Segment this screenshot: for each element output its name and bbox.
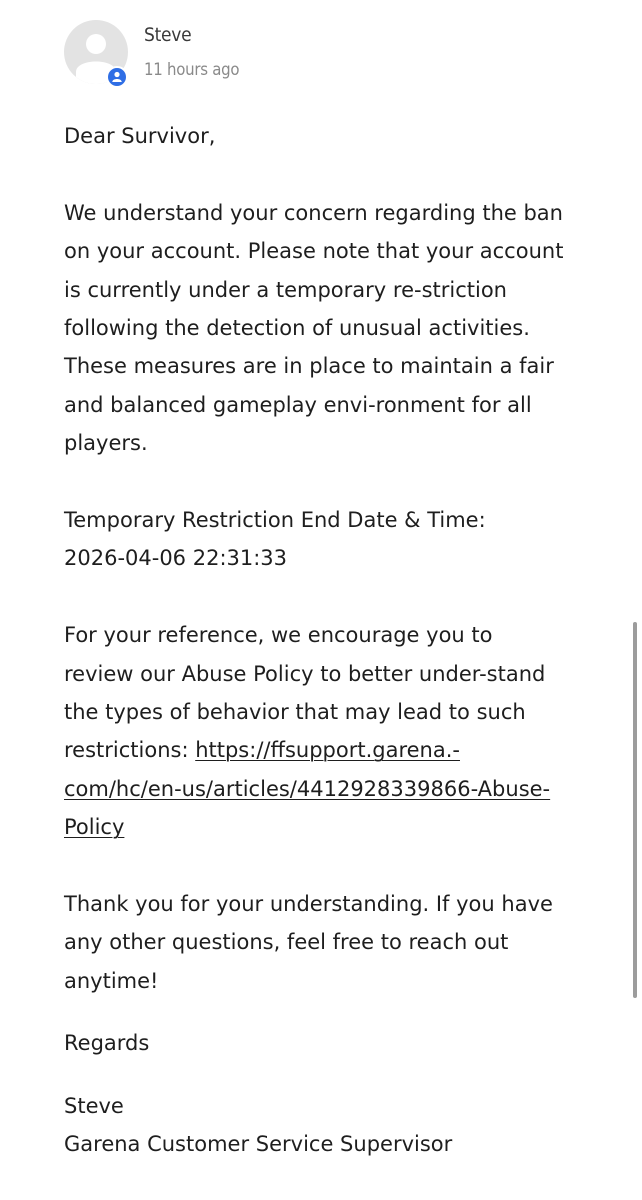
signature-title: Garena Customer Service Supervisor <box>64 1132 453 1157</box>
restriction-label: Temporary Restriction End Date & Time: <box>64 508 486 533</box>
scrollbar[interactable] <box>633 622 637 998</box>
verified-user-badge-icon <box>106 66 128 88</box>
paragraph-reference <box>64 616 564 846</box>
restriction-end-datetime: 2026-04-06 22:31:33 <box>64 546 288 571</box>
message-body <box>64 117 564 1164</box>
message-timestamp: 11 hours ago <box>144 60 240 80</box>
paragraph-ban-notice: We understand your concern regarding the ban on your account. Please note that your account is currently under a temporary re-striction following the detection of unusual activities. These measures are in place to maintain a fair and balanced gameplay envi-ronment for all players. <box>64 200 564 456</box>
paragraph-thanks: Thank you for your understanding. If you have any other questions, feel free to reach out anytime! <box>64 892 553 993</box>
signature-name: Steve <box>64 1093 124 1118</box>
author-name[interactable]: Steve <box>144 24 192 46</box>
message-header <box>64 20 584 90</box>
closing-regards: Regards <box>64 1031 150 1056</box>
reference-text: For your reference, we encourage you to review our Abuse Policy to better under-stand the types of behavior that may lead to such restrictions: <box>64 623 546 763</box>
abuse-policy-link[interactable]: https://ffsupport.garena.-com/hc/en-us/articles/4412928339866-Abuse-Policy <box>64 738 551 840</box>
greeting: Dear Survivor, <box>64 124 216 148</box>
